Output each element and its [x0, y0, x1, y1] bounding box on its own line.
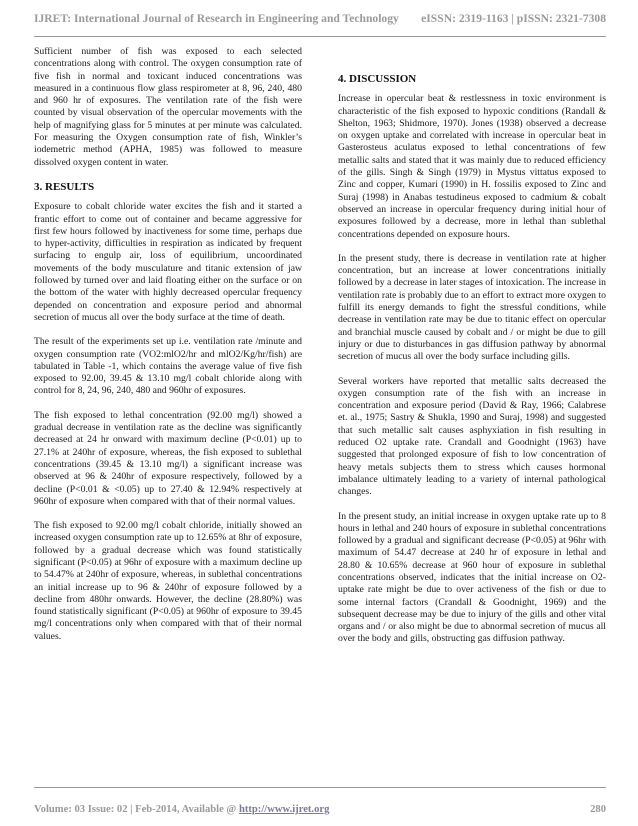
results-paragraph-4: The fish exposed to 92.00 mg/l cobalt chloride, initially showed an increased oxygen consumption rate up to 12.65% at 8hr of exposure, followed by a gradual decrease which was found statistically significant (P<0.05) at 96hr of exposure with a maximum decline up to 54.47% at 240hr of exposure, whereas, in sublethal concentrations an initial increase up to 96 & 240hr of exposure followed by a decline from 480hr onwards. However, the decline (28.80%) was found statistically significant (P<0.05) at 960hr of exposure to 39.45 mg/l concentrations only when compared with that of their normal values.	[34, 520, 302, 642]
left-column	[34, 46, 302, 655]
issn-info: eISSN: 2319-1163 | pISSN: 2321-7308	[421, 12, 606, 25]
running-header	[34, 12, 606, 25]
header-divider	[34, 36, 606, 37]
journal-url-link[interactable]: http://www.ijret.org	[238, 804, 330, 815]
discussion-heading: 4. DISCUSSION	[338, 73, 417, 85]
results-paragraph-2: The result of the experiments set up i.e. ventilation rate /minute and oxygen consumption rate (VO2:mlO2/hr and mlO2/Kg/hr/fish) are tabulated in Table -1, which contains the average value of five fish exposed to 92.00, 39.45 & 13.10 mg/l cobalt chloride along with control for 8, 24, 96, 240, 480 and 960hr of exposures.	[34, 336, 302, 397]
results-paragraph-1: Exposure to cobalt chloride water excites the fish and it started a frantic effort to come out of container and became aggressive for first few hours followed by inactiveness for some time, perhaps due to hyper-activity, difficulties in respiration as indicated by frequent surfacing to engulp air, loss of equilibrium, uncoordinated movements of the body musculature and titanic extension of jaw followed by turned over and laid floating either on the surface or on the bottom of the water with highly decreased opercular frequency depended on concentration and exposure period and abnormal secretion of mucus all over the body surface at the time of death.	[34, 201, 302, 323]
results-heading: 3. RESULTS	[34, 180, 95, 193]
methods-paragraph: Sufficient number of fish was exposed to each selected concentrations along with control. The oxygen consumption rate of five fish in normal and toxicant induced concentrations was measured in a continuous flow glass respirometer at 8, 96, 240, 480 and 960 hr of exposures. The ventilation rate of the fish were counted by visual observation of the opercular movements with the help of magnifying glass for 5 minutes at per minute was calculated. For measuring the Oxygen consumption rate of fish, Winkler’s iodemetric method (APHA, 1985) was followed to measure dissolved oxygen content in water.	[34, 46, 302, 168]
journal-title: IJRET: International Journal of Research in Engineering and Technology	[34, 12, 399, 25]
results-paragraph-3: The fish exposed to lethal concentration (92.00 mg/l) showed a gradual decrease in ventilation rate as the decline was significantly decreased at 24 hr onward with maximum decline (P<0.01) up to 27.1% at 240hr of exposure, whereas, the fish exposed to sublethal concentrations (39.45 & 13.10 mg/l) a significant increase was observed at 96 & 240hr of exposure respectively, followed by a decline (P<0.01 & <0.05) up to 27.40 & 12.94% respectively at 960hr of exposure when compared with that of their normal values.	[34, 409, 302, 507]
right-column	[338, 46, 606, 658]
discussion-paragraph-4: In the present study, an initial increase in oxygen uptake rate up to 8 hours in lethal and 240 hours of exposure in sublethal concentrations followed by a gradual and significant decrease (P<0.05) at 96hr with maximum of 54.47 decrease at 240 hr of exposure in lethal and 28.80 & 10.65% decrease at 960 hour of exposure in sublethal concentrations observed, indicates that the initial increase on O2-uptake rate might be due to over activeness of the fish or due to some internal factors (Crandall & Goodnight, 1969) and the subsequent decrease may be due to injury of the gills and other vital organs and / or also might be due to abnormal secretion of mucus all over the body and gills, obstructing gas diffusion pathway.	[338, 510, 606, 645]
discussion-paragraph-2: In the present study, there is decrease in ventilation rate at higher concentration, but an increase at lower concentrations initially followed by a decrease in later stages of intoxication. The increase in ventilation rate is probably due to an effort to extract more oxygen to fulfill its energy demands to fight the stressful conditions, while decrease in ventilation rate may be due to titanic effect on opercular and branchial muscle caused by cobalt and / or might be due to gill injury or due to disturbances in gas diffusion pathway by abnormal secretion of mucus all over the body surface including gills.	[338, 252, 606, 363]
page-number: 280	[590, 804, 606, 815]
running-footer	[34, 804, 606, 815]
volume-info: Volume: 03 Issue: 02 | Feb-2014, Available @	[34, 804, 237, 815]
discussion-paragraph-3: Several workers have reported that metallic salts decreased the oxygen consumption rate of the fish with an increase in concentration and exposure period (David & Ray, 1966; Calabrese et. al., 1975; Sastry & Shukla, 1990 and Suraj, 1998) and suggested that such metallic salt causes asphyxiation in fish resulting in reduced O2 uptake rate. Crandall and Goodnight (1963) have suggested that prolonged exposure of fish to low concentration of heavy metals subjects them to stress which causes hormonal imbalance ultimately leading to a variety of internal pathological changes.	[338, 375, 606, 498]
footer-divider	[34, 787, 606, 788]
discussion-paragraph-1: Increase in opercular beat & restlessness in toxic environment is characteristic of the fish exposed to hypoxic conditions (Randall & Shelton, 1963; Shidmore, 1970). Jones (1938) observed a decrease on oxygen uptake and correlated with increase in opercular beat in Gasterosteus aculatus exposed to lethal concentrations of few metallic salts and stated that it was mainly due to reduced efficiency of the gills. Singh & Singh (1979) in Mystus vittatus exposed to Zinc and copper, Kumari (1990) in H. fossilis exposed to Zinc and Suraj (1998) in Anabas testudineus exposed to cadmium & cobalt observed an increase in opercular frequency during initial hour of exposures followed by a decrease, more in lethal than sublethal concentrations depended on exposure hours.	[338, 93, 606, 240]
